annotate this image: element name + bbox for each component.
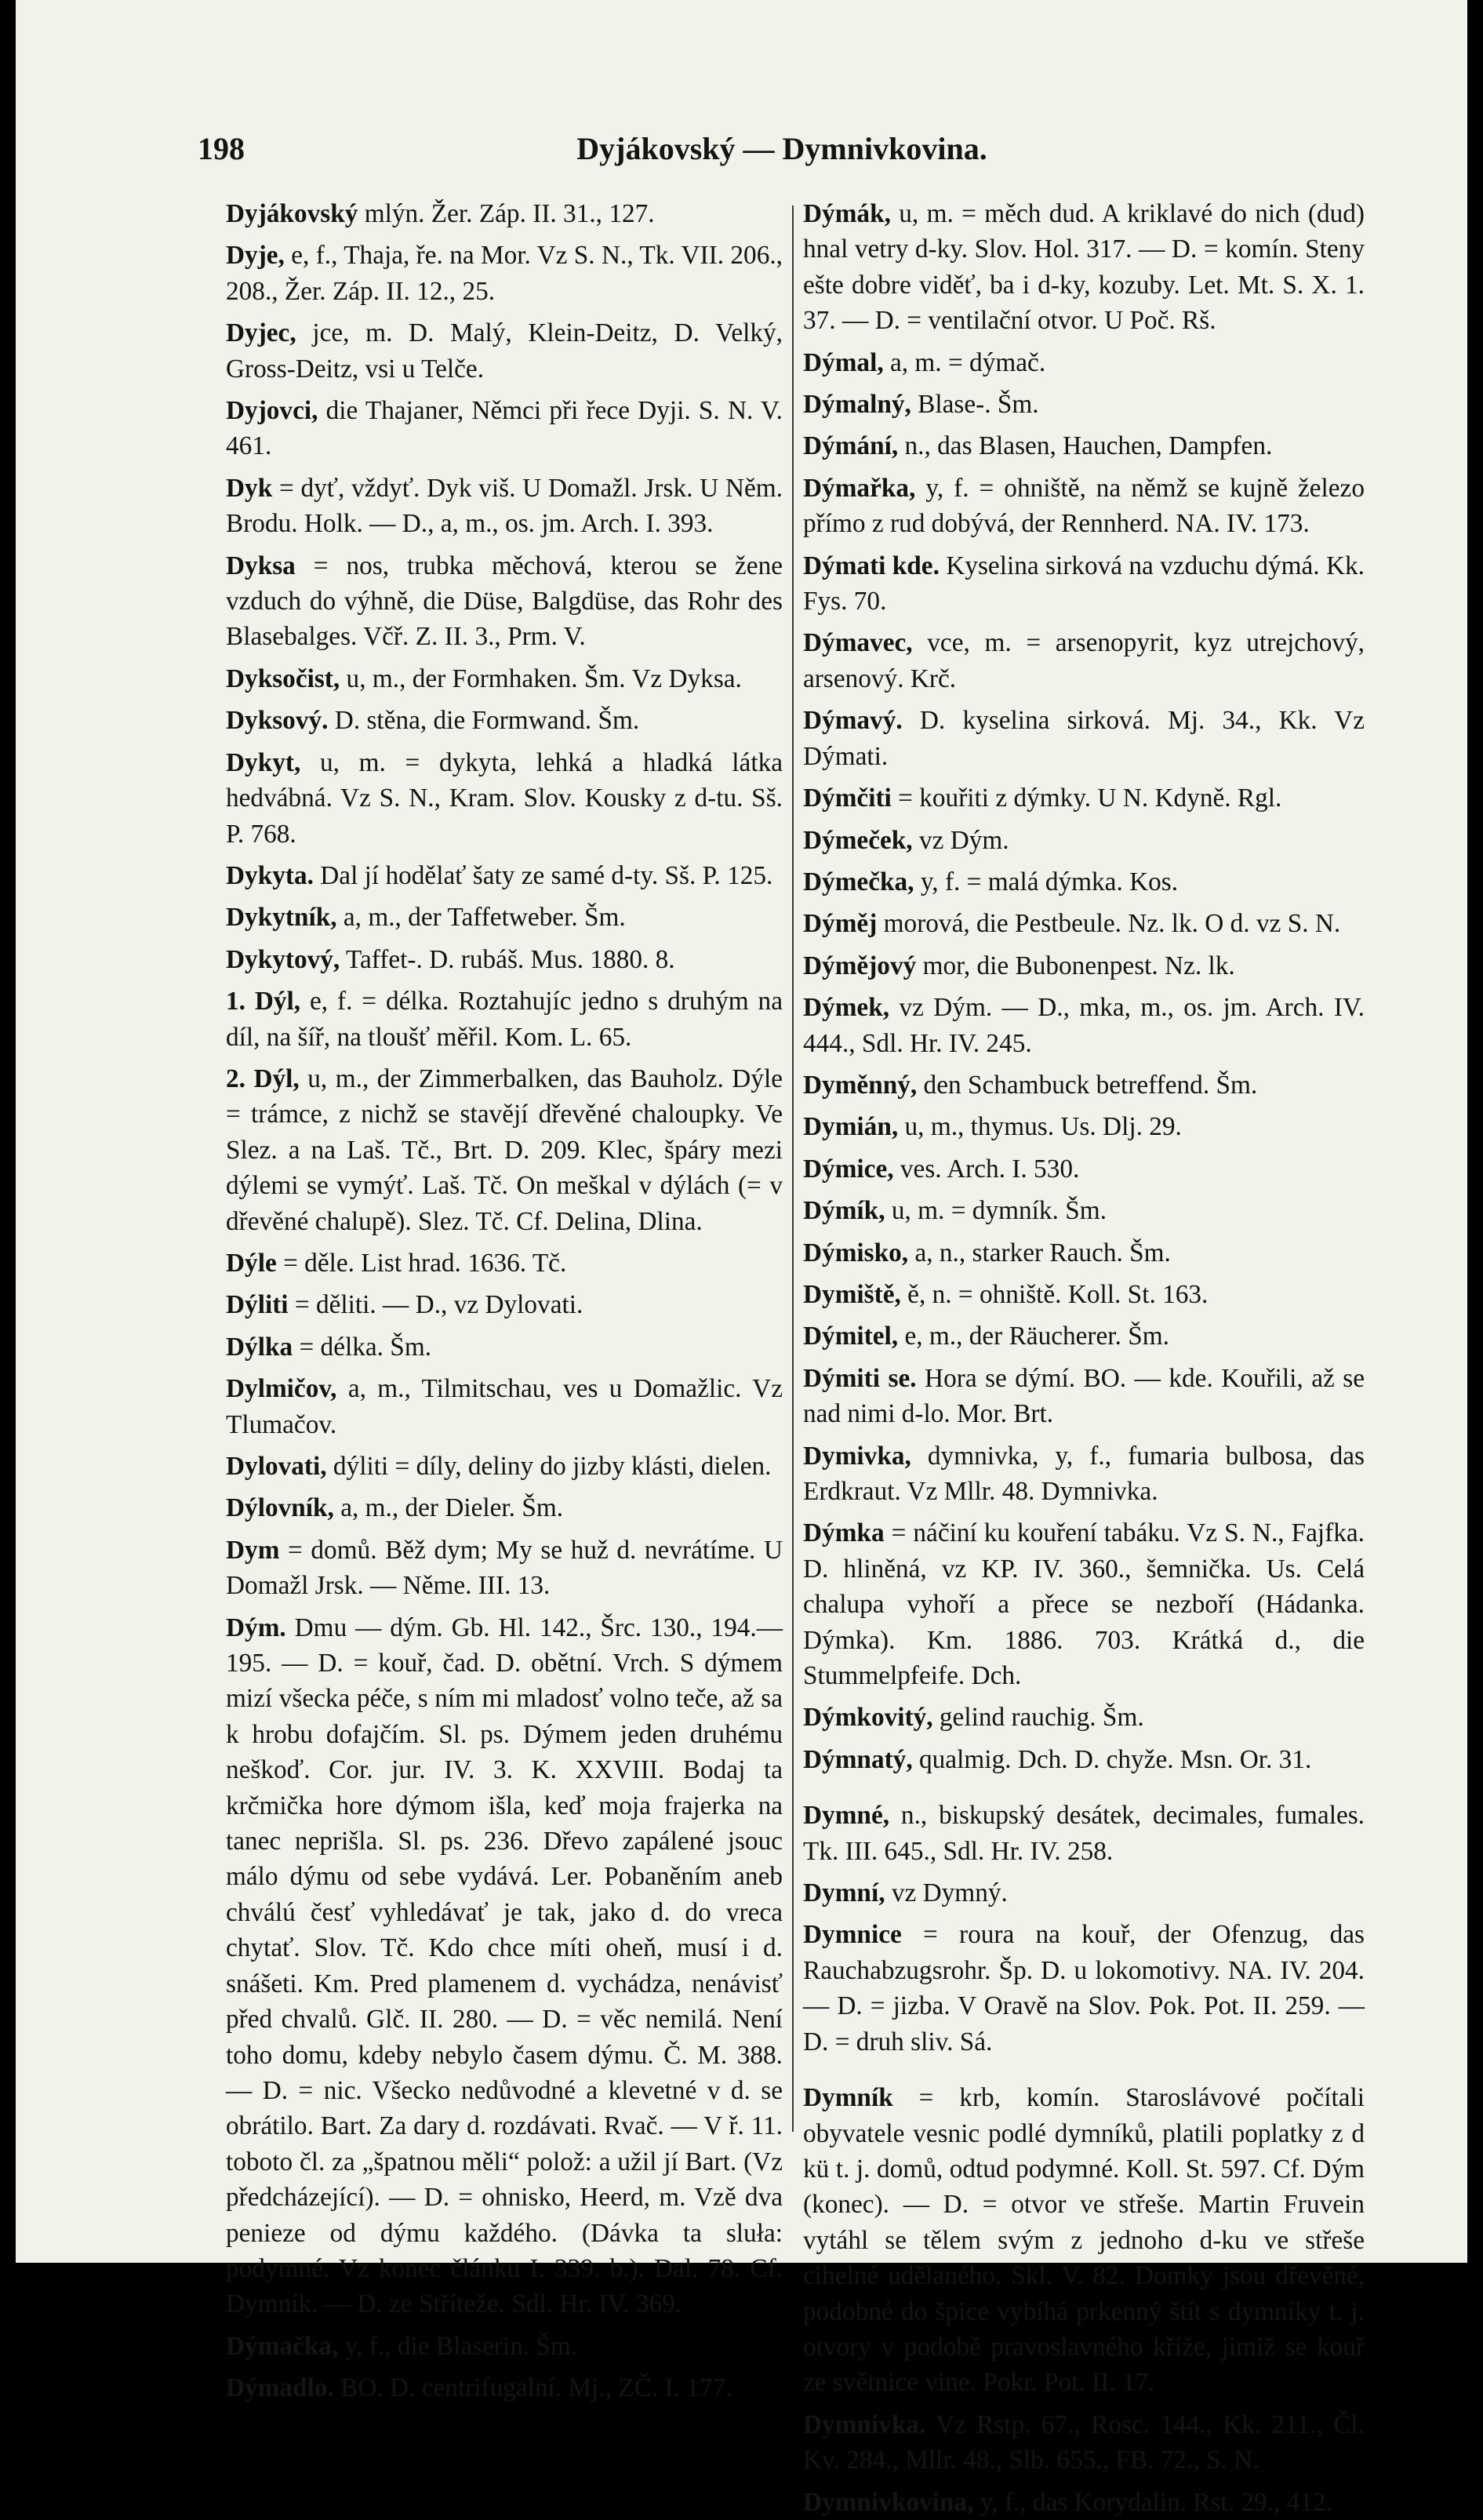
dictionary-entry (803, 1151, 1365, 1187)
dictionary-entry (226, 858, 783, 893)
entry-text: gelind rauchig. Šm. (939, 1703, 1144, 1733)
dictionary-entry (803, 196, 1365, 339)
entry-text: Dmu — dým. Gb. Hl. 142., Šrc. 130., 194.—195. — D. = kouř, čad. D. obětní. Vrch. S dýmem mizí všecka péče, s ním mi mladosť volno teče, až sa k hrobu dofajčím. Sl. ps. Dýmem jeden druhému neškoď. Cor. jur. IV. 3. K. XXVIII. Bodaj ta krčmička hore dýmom išla, keď moja frajerka na tanec neprišla. Sl. ps. 236. Dřevo zapálené jsouc málo dýmu od sebe vydává. Ler. Pobaněním aneb chválú česť vyhledávať je tak, jako d. do vreca chytať. Slov. Tč. Kdo chce míti oheň, musí i d. snášeti. Km. Pred plamenem d. vychádza, nenávisť před chvalů. Glč. II. 280. — D. = věc nemilá. Není toho domu, kdeby nebylo časem dýmu. Č. M. 388. — D. = nic. Všecko nedůvodné a klevetné v d. se obrátilo. Bart. Za dary d. rozdávati. Rvač. — V ř. 11. toboto čl. za „špatnou měli“ polož: a užil jí Bart. (Vz předcházející). — D. = ohnisko, Heerd, m. Vzě dva penieze od dýmu každého. (Dávka ta sluła: podymné. Vz konec článku I. 339. b.). Dal. 78. Cf. Dymník. — D. ze Stříteže. Sdl. Hr. IV. 369. (226, 1613, 783, 2319)
entry-text: e, f. = délka. Roztahujíc jedno s druhým na díl, na šíř, na tloušť měřil. Kom. L. 65. (226, 987, 783, 1052)
dictionary-entry (226, 548, 783, 655)
dictionary-entry (226, 942, 783, 977)
dictionary-entry (803, 1277, 1365, 1312)
entry-headword: 2. Dýl, (226, 1064, 300, 1093)
dictionary-entry (226, 745, 783, 852)
dictionary-entry (226, 2329, 783, 2364)
dictionary-entry (226, 238, 783, 309)
entry-headword: Dýmice, (803, 1154, 894, 1184)
dictionary-entry (226, 1610, 783, 2322)
dictionary-entry (803, 2080, 1365, 2401)
dictionary-entry (803, 1700, 1365, 1735)
dictionary-entry (226, 1449, 783, 1484)
dictionary-entry (803, 990, 1365, 1061)
entry-text: a, m., der Taffetweber. Šm. (343, 903, 626, 933)
entry-text: u, m., der Zimmerbalken, das Bauholz. Dýle = trámce, z nichž se stavějí dřevěné chaloupky. Ve Slez. a na Laš. Tč., Brt. D. 209. Klec, špáry mezi dýlemi se vymýť. Laš. Tč. On meškal v dýlách (= v dřevěné chalupě). Slez. Tč. Cf. Delina, Dlina. (226, 1064, 783, 1236)
entry-text: Blase-. Šm. (918, 390, 1039, 420)
entry-headword: Dyje, (226, 241, 285, 271)
entry-headword: Dýmějový (803, 951, 917, 980)
entry-text: y, f., die Blaserin. Šm. (344, 2331, 578, 2361)
dictionary-entry (226, 196, 783, 231)
entry-text: u, m., thymus. Us. Dlj. 29. (904, 1112, 1182, 1142)
dictionary-entry (226, 1533, 783, 1604)
dictionary-entry (803, 1193, 1365, 1228)
entry-text: e, f., Thaja, ře. na Mor. Vz S. N., Tk. VII. 206., 208., Žer. Záp. II. 12., 25. (226, 241, 783, 306)
running-head: Dyjákovský — Dymnivkovina. (576, 131, 987, 166)
dictionary-entry (803, 1917, 1365, 2060)
dictionary-entry (226, 1061, 783, 1239)
entry-headword: Dýmkovitý, (803, 1703, 933, 1733)
entry-headword: Dymnivka. (803, 2409, 926, 2439)
entry-headword: Dylovati, (226, 1452, 327, 1481)
dictionary-entry (803, 1798, 1365, 1869)
entry-text: Kyselina sirková na vzduchu dýmá. Kk. Fys. 70. (803, 551, 1365, 616)
entry-headword: Dýmčiti (803, 784, 892, 813)
dictionary-entry (226, 1490, 783, 1525)
entry-headword: Dýmák, (803, 199, 891, 228)
entry-headword: 1. Dýl, (226, 987, 301, 1016)
entry-text: = děle. List hrad. 1636. Tč. (283, 1248, 567, 1278)
dictionary-entry (803, 2407, 1365, 2478)
entry-text: vce, m. = arsenopyrit, kyz utrejchový, arsenový. Krč. (803, 628, 1365, 693)
entry-headword: Dýmisko, (803, 1238, 909, 1267)
entry-headword: Dýle (226, 1248, 277, 1278)
entry-text: y, f. = malá dýmka. Kos. (920, 867, 1179, 896)
entry-headword: Dyk (226, 473, 273, 503)
dictionary-entry (226, 1245, 783, 1281)
dictionary-entry (226, 703, 783, 738)
entry-text: e, m., der Räucherer. Šm. (904, 1322, 1169, 1351)
entry-text: u, m. = dykyta, lehká a hladká látka hedvábná. Vz S. N., Kram. Slov. Kousky z d-tu. Sš. P. 768. (226, 747, 783, 849)
dictionary-entry (803, 823, 1365, 858)
dictionary-entry (803, 1438, 1365, 1510)
entry-text: n., biskupský desátek, decimales, fumales. Tk. III. 645., Sdl. Hr. IV. 258. (803, 1801, 1365, 1866)
entry-text: mor, die Bubonenpest. Nz. lk. (922, 951, 1235, 980)
entry-text: y, f., das Korydalin. Rst. 29., 412. (980, 2487, 1332, 2517)
dictionary-entry (226, 661, 783, 696)
dictionary-entry (803, 2485, 1365, 2520)
entry-headword: Dýmavý. (803, 706, 903, 736)
left-column (226, 196, 783, 2403)
entry-headword: Dýmačka, (226, 2331, 339, 2361)
entry-text: = náčiní ku kouření tabáku. Vz S. N., Fajfka. D. hliněná, vz KP. IV. 360., šemnička. Us. Celá chalupa vyhoří a přece se nezboří (Hádanka. Dýmka). Km. 1886. 703. Krátká d., die Stummelpfeife. Dch. (803, 1518, 1365, 1691)
entry-headword: Dyjec, (226, 318, 296, 348)
entry-headword: Dýmečka, (803, 867, 914, 896)
entry-text: = délka. Šm. (299, 1332, 432, 1362)
entry-text: vz Dým. (918, 825, 1009, 855)
dictionary-entry (803, 1109, 1365, 1144)
entry-headword: Dýmalný, (803, 390, 911, 420)
entry-headword: Dýmařka, (803, 473, 916, 503)
dictionary-entry (226, 1371, 783, 1442)
entry-headword: Dýmek, (803, 993, 890, 1023)
entry-text: Vz Rstp. 67., Rosc. 144., Kk. 211., Čl. Kv. 284., Mllr. 48., Slb. 655., FB. 72., S. N. (803, 2409, 1365, 2475)
entry-headword: Dýmiti se. (803, 1363, 917, 1393)
entry-headword: Dýměj (803, 909, 878, 939)
dictionary-entry (226, 2370, 783, 2405)
entry-text: mlýn. Žer. Záp. II. 31., 127. (364, 199, 655, 228)
dictionary-entry (803, 1742, 1365, 1777)
dictionary-entry (803, 471, 1365, 542)
entry-headword: Dykytový, (226, 944, 340, 974)
entry-text: u, m., der Formhaken. Šm. Vz Dyksa. (346, 664, 742, 693)
entry-text: D. kyselina sirková. Mj. 34., Kk. Vz Dýmati. (803, 706, 1365, 771)
entry-headword: Dymní, (803, 1878, 885, 1908)
dictionary-entry (803, 625, 1365, 696)
dictionary-entry (803, 1235, 1365, 1271)
entry-text: = krb, komín. Staroslávové počítali obyvatele vesnic podlé dymníků, platili poplatky z d kü t. j. domů, odtud podymné. Koll. St. 597. Cf. Dým (konec). — D. = otvor ve střeše. Martin Fruvein vytáhl se tělem svým z jednoho d-ku ve střeše cihelné udělaného. Skl. V. 82. Domky jsou dřevěné, podobné do špice vybíhá prkenný štít s dymníky t. j. otvory v podobě pravoslavného kříže, jimiž se kouř ze světnice vine. Pokr. Pot. II. 17. (803, 2083, 1365, 2398)
entry-headword: Dyměnný, (803, 1070, 918, 1100)
entry-text: morová, die Pestbeule. Nz. lk. O d. vz S. N. (883, 909, 1341, 939)
entry-text: qualmig. Dch. D. chyže. Msn. Or. 31. (919, 1744, 1312, 1774)
entry-text: a, m., der Dieler. Šm. (340, 1493, 564, 1523)
entry-text: = dyť, vždyť. Dyk viš. U Domažl. Jrsk. U Něm. Brodu. Holk. — D., a, m., os. jm. Arch. I. 393. (226, 473, 783, 539)
entry-headword: Dyjovci, (226, 396, 318, 426)
dictionary-entry (803, 780, 1365, 816)
entry-headword: Dyksočist, (226, 664, 340, 693)
dictionary-entry (226, 984, 783, 1055)
dictionary-entry (226, 471, 783, 542)
entry-headword: Dýliti (226, 1290, 289, 1320)
dictionary-entry (803, 1318, 1365, 1354)
entry-headword: Dym (226, 1535, 280, 1565)
page-number: 198 (198, 131, 245, 166)
entry-headword: Dymné, (803, 1801, 890, 1831)
entry-headword: Dýmitel, (803, 1322, 899, 1351)
dictionary-entry (803, 1361, 1365, 1432)
dictionary-entry (803, 1875, 1365, 1911)
entry-text: ves. Arch. I. 530. (900, 1154, 1080, 1184)
dictionary-entry (803, 548, 1365, 620)
entry-text: Dal jí hodělať šaty ze samé d-ty. Sš. P. 125. (320, 860, 773, 890)
entry-text: BO. D. centrifugalní. Mj., ZČ. I. 177. (340, 2373, 732, 2403)
dictionary-entry (803, 428, 1365, 464)
entry-text: = roura na kouř, der Ofenzug, das Rauchabzugsrohr. Šp. D. u lokomotivy. NA. IV. 204. — D. = jizba. V Oravě na Slov. Pok. Pot. II. 259. — D. = druh sliv. Sá. (803, 1920, 1365, 2056)
entry-text: die Thajaner, Němci při řece Dyji. S. N. V. 461. (226, 396, 783, 461)
entry-text: = děliti. — D., vz Dylovati. (294, 1290, 583, 1320)
entry-text: dymnivka, y, f., fumaria bulbosa, das Erdkraut. Vz Mllr. 48. Dymnivka. (803, 1441, 1365, 1506)
column-divider (792, 205, 794, 2132)
entry-headword: Dymnivkovina, (803, 2487, 974, 2517)
entry-headword: Dykyta. (226, 860, 314, 890)
entry-headword: Dýmání, (803, 431, 899, 461)
dictionary-entry (803, 703, 1365, 774)
dictionary-page (16, 0, 1467, 2517)
dictionary-entry (226, 1287, 783, 1322)
entry-headword: Dyksa (226, 551, 296, 580)
entry-text: = kouřiti z dýmky. U N. Kdyně. Rgl. (898, 784, 1282, 813)
dictionary-entry (803, 864, 1365, 900)
entry-headword: Dymiště, (803, 1279, 901, 1309)
entry-text: Hora se dýmí. BO. — kde. Kouřili, až se nad nimi d-lo. Mor. Brt. (803, 1363, 1365, 1429)
entry-headword: Dýmadlo. (226, 2373, 334, 2403)
entry-headword: Dyjákovský (226, 199, 358, 228)
entry-headword: Dýmka (803, 1518, 885, 1548)
entry-text: Taffet-. D. rubáš. Mus. 1880. 8. (345, 944, 675, 974)
entry-headword: Dymník (803, 2083, 893, 2113)
entry-text: D. stěna, die Formwand. Šm. (334, 706, 640, 736)
right-column (803, 196, 1365, 2517)
entry-headword: Dymián, (803, 1112, 899, 1142)
dictionary-entry (803, 948, 1365, 984)
dictionary-entry (226, 315, 783, 387)
page-header (198, 130, 1366, 173)
entry-headword: Dýmati kde. (803, 551, 940, 580)
entry-text: = nos, trubka měchová, kterou se žene vzduch do výhně, die Düse, Balgdüse, das Rohr des Blasebalges. Včř. Z. II. 3., Prm. V. (226, 551, 783, 652)
entry-headword: Dýmnatý, (803, 1744, 913, 1774)
dictionary-entry (803, 1067, 1365, 1103)
entry-headword: Dymivka, (803, 1441, 911, 1471)
entry-text: a, m., Tilmitschau, ves u Domažlic. Vz Tlumačov. (226, 1374, 783, 1439)
entry-headword: Dykytník, (226, 903, 337, 933)
entry-text: a, n., starker Rauch. Šm. (914, 1238, 1171, 1267)
entry-text: vz Dymný. (891, 1878, 1008, 1908)
entry-text: vz Dým. — D., mka, m., os. jm. Arch. IV. 444., Sdl. Hr. IV. 245. (803, 993, 1365, 1058)
entry-headword: Dýmavec, (803, 628, 913, 658)
entry-headword: Dykyt, (226, 747, 301, 777)
dictionary-entry (803, 906, 1365, 941)
entry-text: den Schambuck betreffend. Šm. (923, 1070, 1258, 1100)
entry-text: y, f. = ohniště, na němž se kujně železo přímo z rud dobývá, der Rennherd. NA. IV. 173. (803, 473, 1365, 539)
entry-headword: Dým. (226, 1613, 286, 1642)
entry-headword: Dylmičov, (226, 1374, 337, 1404)
dictionary-entry (226, 900, 783, 935)
entry-text: ě, n. = ohniště. Koll. St. 163. (907, 1279, 1209, 1309)
entry-text: n., das Blasen, Hauchen, Dampfen. (904, 431, 1273, 461)
entry-headword: Dýmík, (803, 1196, 885, 1226)
entry-headword: Dýmal, (803, 347, 884, 377)
entry-headword: Dýmeček, (803, 825, 913, 855)
dictionary-entry (226, 393, 783, 464)
dictionary-entry (226, 1329, 783, 1365)
entry-headword: Dyksový. (226, 706, 329, 736)
entry-text: = domů. Běž dym; My se huž d. nevrátíme. U Domažl Jrsk. — Něme. III. 13. (226, 1535, 783, 1601)
entry-text: a, m. = dýmač. (889, 347, 1046, 377)
dictionary-entry (803, 1515, 1365, 1693)
entry-text: jce, m. D. Malý, Klein-Deitz, D. Velký, Gross-Deitz, vsi u Telče. (226, 318, 783, 384)
entry-headword: Dýlovník, (226, 1493, 334, 1523)
entry-text: u, m. = měch dud. A kriklavé do nich (dud) hnal vetry d-ky. Slov. Hol. 317. — D. = komín. Steny ešte dobre viděť, ba i d-ky, kozuby. Let. Mt. S. X. 1. 37. — D. = ventilační otvor. U Poč. Rš. (803, 199, 1365, 336)
entry-text: dýliti = díly, deliny do jizby klásti, dielen. (333, 1452, 772, 1481)
entry-text: u, m. = dymník. Šm. (891, 1196, 1107, 1226)
dictionary-entry (803, 345, 1365, 380)
dictionary-entry (803, 387, 1365, 422)
entry-headword: Dymnice (803, 1920, 902, 1950)
entry-headword: Dýlka (226, 1332, 293, 1362)
